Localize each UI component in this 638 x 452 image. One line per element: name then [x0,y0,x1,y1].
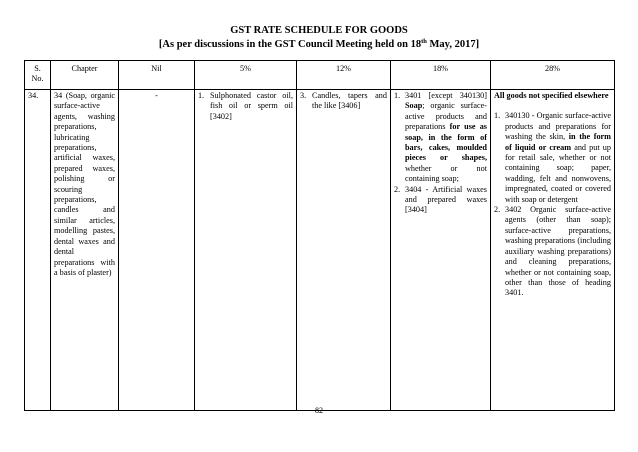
bold-text-run: in the form of liquid or cream [505,132,611,152]
cell-chapter: 34 (Soap, organic surface-active agents, washing preparations, lubricating preparations, artificial waxes, prepared waxes, polishing or scouring preparations, candles and similar articles, modelling pastes, dental waxes and dental preparations with a basis of plaster) [51,90,119,411]
subtitle-text-end: May, 2017] [426,39,480,50]
document-title: GST RATE SCHEDULE FOR GOODS [230,25,408,36]
cell-5-percent [195,90,297,411]
list-item [300,91,387,112]
bold-text-run: for use as soap, in the form of bars, cakes, moulded pieces or shapes, [405,122,487,163]
document-subtitle [0,38,638,51]
subtitle-text-start: [As per discussions in the GST Council Meeting held on 18 [158,39,422,50]
header-28-percent: 28% [491,61,615,90]
cell-nil: - [119,90,195,411]
item-text: 3404 - Artificial waxes and prepared waxes [3404] [405,184,487,215]
text-run: 340130 - Organic surface-active products and preparations for washing the skin, [505,111,611,142]
item-number: 2. [494,205,501,215]
page-number: 82 [315,406,323,415]
item-text: Sulphonated castor oil, fish oil or sperm oil [3402] [210,91,293,121]
item-number: 2. [394,184,401,194]
cell-heading [494,91,611,101]
item-number: 3. [300,91,307,100]
table-header-row [25,61,615,90]
header-chapter: Chapter [51,61,119,90]
text-run: whether or not containing soap; [405,163,487,184]
header-nil: Nil [119,61,195,90]
cell-12-percent [297,90,391,411]
item-text: Candles, tapers and the like [3406] [312,91,387,111]
text-run: ; organic surface-active products and preparations [405,101,487,132]
cell-18-percent [391,90,491,411]
item-number: 1. [494,111,501,121]
cell-sno: 34. [25,90,51,411]
header-12-percent: 12% [297,61,391,90]
cell-28-percent [491,90,615,411]
header-18-percent: 18% [391,61,491,90]
item-text [505,111,611,205]
list-item [394,91,487,185]
list-item [494,205,611,299]
list-item [494,111,611,205]
item-number: 1. [394,91,401,100]
bold-text-run: Soap [405,101,423,111]
list-item [198,91,293,122]
list-item [394,185,487,216]
item-text: 3402 Organic surface-active agents (other than soap); surface-active preparations, washing preparations (including auxiliary washing preparations) and cleaning preparations, whether or not containing soap, other than those of heading 3401. [505,205,611,298]
table-row [25,90,615,411]
item-text [405,91,487,185]
text-run: and put up for retail sale, whether or not containing soap; paper, wadding, felt and nonwovens, impregnated, coated or covered with soap or detergent [505,142,611,204]
item-number: 1. [198,91,205,100]
subtitle-superscript: th [421,38,427,45]
text-run: 3401 [except 340130] [405,91,487,100]
gst-rate-table [24,60,615,411]
bold-heading: All goods not specified elsewhere [494,91,609,100]
header-5-percent: 5% [195,61,297,90]
header-sno: S. No. [25,61,51,90]
